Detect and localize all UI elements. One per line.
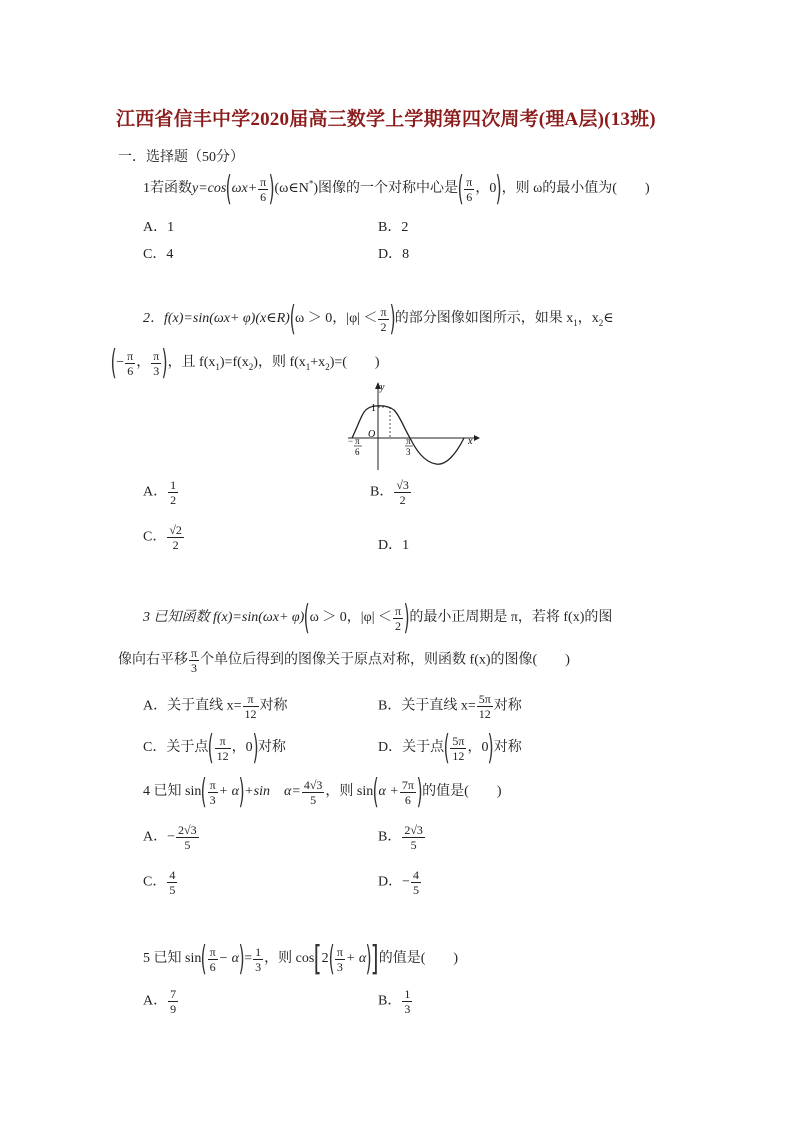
q4-frac-7pi6: $\frac{7\pi}{6}$	[401, 777, 414, 807]
q3-option-d[interactable]: D．关于点( $\frac{5\pi}{12}$ ，0)对称	[378, 728, 522, 768]
q2-frac-pi6: $\frac{\pi}{6}$	[127, 348, 134, 378]
q1-arg: ωx+	[231, 181, 258, 197]
q1-frac-pi6: $\frac{\pi}{6}$	[260, 174, 267, 204]
q4-text-d: ，则 sin	[325, 784, 374, 800]
q4-option-d[interactable]: D．− $\frac{4}{5}$	[378, 868, 420, 897]
q1-mid: 图像的一个对称中心是	[318, 181, 458, 197]
q4-text-c: +sin α=	[244, 784, 301, 800]
q4-option-c[interactable]: C． $\frac{4}{5}$	[143, 868, 176, 897]
q1-option-b[interactable]: B．2	[378, 220, 409, 235]
q1-option-a[interactable]: A．1	[143, 220, 175, 235]
q2-text-b: ，且 f(x	[167, 355, 216, 371]
sine-graph-svg	[344, 382, 480, 472]
q1-center-open: (	[457, 169, 464, 209]
q4-option-b[interactable]: B． $\frac{2√3}{5}$	[378, 823, 423, 852]
q2-int-open: (	[110, 343, 117, 383]
sine-graph	[344, 382, 480, 477]
question-5: 5 已知 sin( $\frac{\pi}{6}$ − α)= $\frac{1}{3}$ ，则 cos[2( $\frac{\pi}{3}$ + α)]的值是( )	[143, 939, 459, 979]
q2-option-a[interactable]: A． $\frac{1}{2}$	[143, 478, 177, 507]
q5-option-b[interactable]: B． $\frac{1}{3}$	[378, 987, 411, 1016]
q1-cond-close: )	[313, 181, 318, 197]
question-3-line2	[118, 646, 570, 675]
q4-frac-pi3: $\frac{\pi}{3}$	[209, 777, 216, 807]
q1-center-close: )	[495, 169, 502, 209]
q5-frac-pi6: $\frac{\pi}{6}$	[209, 944, 216, 974]
q4-text-a: 4 已知 sin	[143, 784, 202, 800]
origin-label: O	[368, 429, 376, 440]
q1-number: 1	[143, 181, 150, 197]
question-2-line1: 2．f(x)=sin(ωx+ φ)(x∈R)(ω ＞ 0，|φ| ＜ $\frac{\pi}{2}$ )的部分图像如图所示，如果 $x_1$，$x_2\in$	[143, 299, 614, 339]
tick-neg-pi-num: π	[355, 436, 360, 446]
q1-option-c[interactable]: C．4	[143, 247, 174, 262]
q2-option-d[interactable]: D．1	[378, 538, 410, 553]
q5-text-g: 的值是( )	[378, 951, 459, 967]
section-heading: 一．选择题（50分）	[118, 150, 244, 165]
x-axis-arrow	[474, 435, 480, 441]
q1-func: y=cos	[192, 181, 227, 197]
q3-option-a[interactable]: A．关于直线 x= $\frac{\pi}{12}$ 对称	[143, 692, 288, 721]
tick-three-den: 3	[406, 447, 411, 457]
q2-option-c[interactable]: C． $\frac{√2}{2}$	[143, 523, 182, 552]
q3-option-c[interactable]: C．关于点( $\frac{\pi}{12}$ ，0)对称	[143, 728, 286, 768]
q2-int-close: )	[161, 343, 168, 383]
q3-text-c: 像向右平移	[118, 652, 188, 668]
q2-option-b[interactable]: B． $\frac{√3}{2}$	[370, 478, 409, 507]
q3-frac-pi2: $\frac{\pi}{2}$	[395, 603, 402, 633]
q2-text-a: 的部分图像如图所示，如果 x	[394, 311, 574, 327]
question-4: 4 已知 sin( $\frac{\pi}{3}$ + α)+sin α= $\frac{4√3}{5}$ ，则 sin(α + $\frac{7\pi}{6}$ )的值是( )	[143, 772, 502, 812]
q3-text-b: 的最小正周期是 π，若将 f(x)的图	[409, 610, 613, 626]
q5-text-a: 5 已知 sin	[143, 951, 202, 967]
q1-option-d[interactable]: D．8	[378, 247, 410, 262]
q1-post: ，则 ω的最小值为( )	[501, 181, 650, 197]
q2-cond-close: )	[389, 299, 396, 339]
q4-text-g: 的值是( )	[422, 784, 502, 800]
q5-frac-pi3: $\frac{\pi}{3}$	[336, 944, 343, 974]
q3-frac-pi3: $\frac{\pi}{3}$	[191, 646, 198, 675]
q1-text: 若函数	[150, 181, 192, 197]
q1-star: *	[308, 178, 314, 189]
q5-option-a[interactable]: A． $\frac{7}{9}$	[143, 987, 177, 1016]
tick-neg-six-den: 6	[355, 447, 360, 457]
q5-text-d: ，则 cos	[264, 951, 315, 967]
q3-text-a: 3 已知函数 f(x)=sin(ωx+ φ)	[143, 610, 305, 626]
neg-sign: −	[348, 436, 354, 446]
question-1	[143, 169, 650, 209]
q1-center-frac: $\frac{\pi}{6}$	[466, 174, 473, 204]
q1-paren-open: (	[225, 169, 232, 209]
y-axis-label: y	[380, 382, 385, 393]
q4-frac-value: $\frac{4√3}{5}$	[303, 777, 323, 807]
q2-cond: ω ＞ 0，|φ| ＜	[295, 311, 378, 327]
q2-cond-open: (	[289, 299, 296, 339]
q1-center-zero: ，0	[475, 181, 497, 197]
q5-frac-1-3: $\frac{1}{3}$	[255, 944, 262, 974]
q3-cond: ω ＞ 0，|φ| ＜	[309, 610, 392, 626]
question-3-line1: 3 已知函数 f(x)=sin(ωx+ φ)(ω ＞ 0，|φ| ＜ $\frac{\pi}{2}$ )的最小正周期是 π，若将 f(x)的图	[143, 598, 613, 638]
page-title: 江西省信丰中学2020届高三数学上学期第四次周考(理A层)(13班)	[116, 109, 656, 130]
q1-cond: (ω∈N	[274, 181, 309, 197]
q1-paren-close: )	[268, 169, 275, 209]
q2-frac-pi3: $\frac{\pi}{3}$	[153, 348, 160, 378]
q3-text-d: 个单位后得到的图像关于原点对称，则函数 f(x)的图像( )	[200, 652, 570, 668]
y-tick-1: 1	[371, 403, 376, 414]
q2-frac-pi2: $\frac{\pi}{2}$	[380, 304, 387, 334]
q3-option-b[interactable]: B．关于直线 x= $\frac{5\pi}{12}$ 对称	[378, 692, 522, 721]
q2-func: 2．f(x)=sin(ωx+ φ)(x∈R)	[143, 311, 290, 327]
tick-pi-num: π	[406, 436, 411, 446]
x-axis-label: x	[468, 436, 473, 447]
q4-option-a[interactable]: A．− $\frac{2√3}{5}$	[143, 823, 197, 852]
question-2-line2: (− $\frac{\pi}{6}$ ， $\frac{\pi}{3}$ )，且 $f(x_1)=f(x_2)$，则 $f(x_1+x_2)=$( )	[110, 343, 380, 383]
